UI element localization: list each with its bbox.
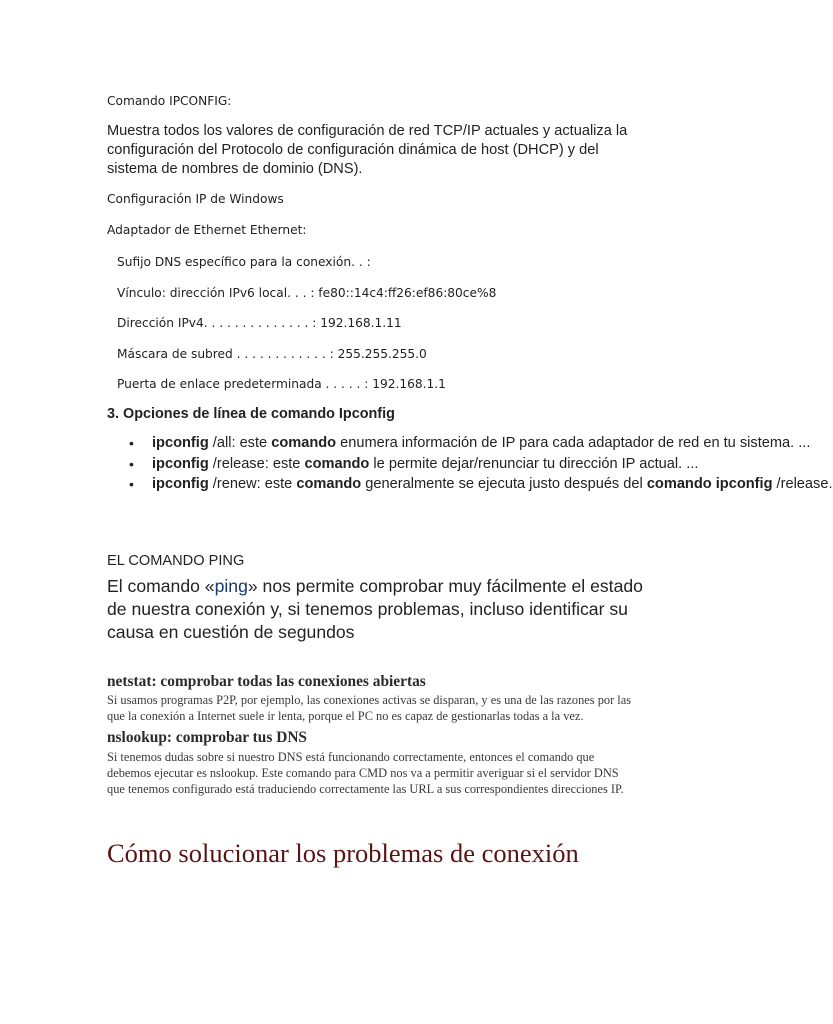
ping-description: El comando «ping» nos permite comprobar muy fácilmente el estado de nuestra conexión y, si tenemos problemas, incluso identificar su causa en cuestión de segundos	[107, 576, 643, 642]
dns-suffix-row: Sufijo DNS específico para la conexión. . :	[117, 255, 371, 269]
ipv6-row: Vínculo: dirección IPv6 local. . . : fe80::14c4:ff26:ef86:80ce%8	[117, 286, 497, 300]
nslookup-heading: nslookup: comprobar tus DNS	[107, 729, 307, 746]
gateway-row: Puerta de enlace predeterminada . . . . . : 192.168.1.1	[117, 377, 446, 391]
list-item: • ipconfig /release: este comando le permite dejar/renunciar tu dirección IP actual. ...	[129, 455, 699, 472]
netstat-heading: netstat: comprobar todas las conexiones abiertas	[107, 673, 426, 690]
list-item: • ipconfig /renew: este comando generalmente se ejecuta justo después del comando ipconfig /release.	[129, 476, 833, 492]
ethernet-adapter-label: Adaptador de Ethernet Ethernet:	[107, 223, 307, 237]
bullet-icon: •	[129, 476, 134, 492]
netstat-text: Si usamos programas P2P, por ejemplo, las conexiones activas se disparan, y es una de las razones por las que la conexión a Internet suele ir lenta, porque el PC no es capaz de gestionarlas todas a la vez.	[107, 693, 632, 723]
bullet-icon: •	[129, 435, 134, 451]
ping-link[interactable]: ping	[214, 576, 248, 596]
list-item: • ipconfig /all: este comando enumera información de IP para cada adaptador de red en tu sistema. ...	[129, 435, 811, 451]
nslookup-text: Si tenemos dudas sobre si nuestro DNS está funcionando correctamente, entonces el comando que debemos ejecutar es nslookup. Este comando para CMD nos va a permitir averiguar si el servidor DNS que tenemos configurado está traduciendo correctamente las URL a sus correspondientes direcciones IP.	[107, 750, 624, 796]
ipconfig-description: Muestra todos los valores de configuración de red TCP/IP actuales y actualiza la configuración del Protocolo de configuración dinámica de host (DHCP) y del sistema de nombres de dominio (DNS).	[107, 123, 628, 177]
connection-problems-heading: Cómo solucionar los problemas de conexión	[107, 838, 579, 868]
ipv4-row: Dirección IPv4. . . . . . . . . . . . . . : 192.168.1.11	[117, 316, 402, 330]
ipconfig-title: Comando IPCONFIG:	[107, 94, 232, 108]
ipconfig-options-heading: 3. Opciones de línea de comando Ipconfig	[107, 406, 395, 422]
subnet-mask-row: Máscara de subred . . . . . . . . . . . . : 255.255.255.0	[117, 347, 427, 361]
bullet-icon: •	[129, 455, 134, 472]
ping-title: EL COMANDO PING	[107, 553, 245, 569]
windows-ip-config-label: Configuración IP de Windows	[107, 192, 284, 206]
ipconfig-options-list	[107, 434, 833, 496]
